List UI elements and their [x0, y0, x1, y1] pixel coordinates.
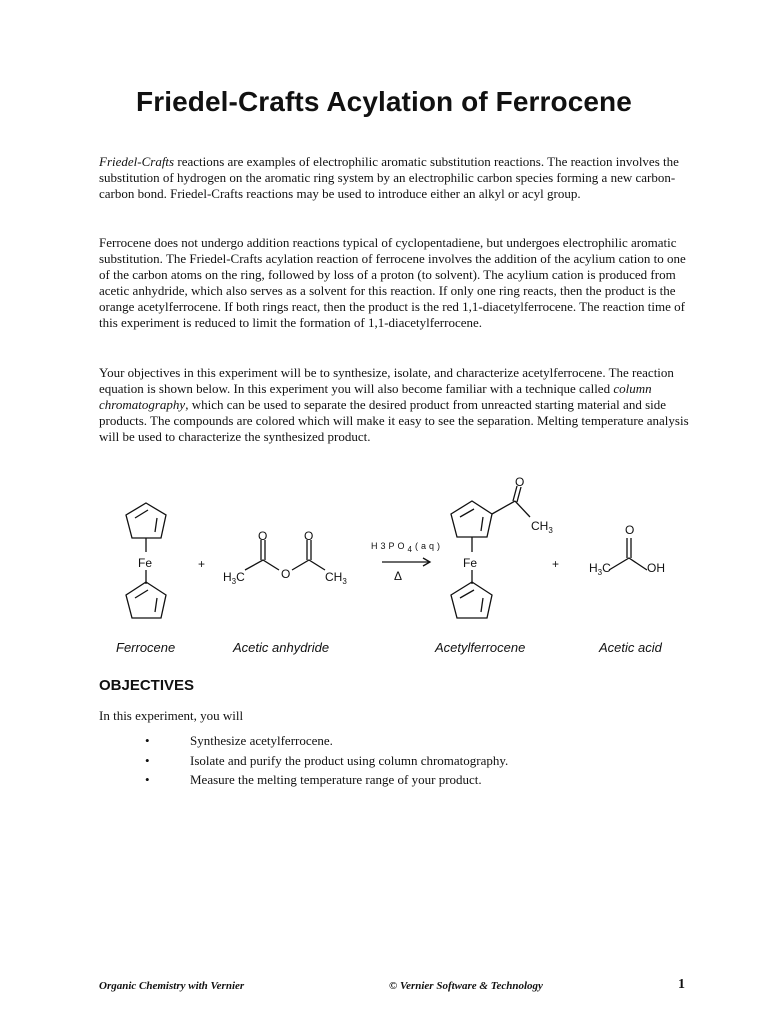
bullet-icon: • — [145, 772, 150, 787]
list-item — [99, 770, 659, 790]
acetylferrocene-fe-label: Fe — [463, 556, 478, 570]
reaction-condition-label: H3PO4(aq) — [371, 541, 443, 554]
ferrocene-fe-label: Fe — [138, 556, 153, 570]
acetylferrocene-top-ring — [451, 486, 530, 552]
anhydride-oxygen-2: O — [304, 529, 314, 543]
caption-ferrocene: Ferrocene — [116, 640, 176, 655]
acid-h3c-label: $H_3C$ — [589, 561, 611, 577]
acetyl-ch3-label: $CH_3$ — [531, 519, 553, 535]
list-item — [99, 751, 659, 771]
paragraph-friedel-crafts-intro — [99, 154, 691, 202]
acid-oxygen-label: O — [625, 523, 635, 537]
objectives-list — [99, 731, 659, 790]
acetic-acid-structure — [609, 538, 647, 570]
term-column-chromatography: column chromatography — [99, 381, 652, 412]
list-item-text: Isolate and purify the product using column chromatography. — [190, 752, 509, 768]
acetic-anhydride-structure — [245, 540, 325, 570]
term-friedel-crafts: Friedel-Crafts — [99, 154, 175, 169]
caption-acetic-acid: Acetic acid — [599, 640, 662, 655]
list-item — [99, 731, 659, 751]
paragraph-objectives-overview — [99, 365, 691, 445]
section-heading-objectives: OBJECTIVES — [99, 677, 195, 694]
anhydride-oxygen-1: O — [258, 529, 268, 543]
acetylferrocene-bottom-ring — [451, 570, 492, 618]
page-number: 1 — [678, 977, 685, 992]
plus-sign-2: + — [552, 557, 560, 571]
ferrocene-top-ring — [126, 503, 166, 552]
list-item-text: Measure the melting temperature range of your product. — [190, 772, 482, 787]
acetyl-oxygen-label: O — [515, 475, 525, 489]
paragraph-ferrocene: Ferrocene does not undergo addition reactions typical of cyclopentadiene, but undergoes electrophilic aromatic substitution. The Friedel-Crafts acylation reaction of ferrocene involves the addition of the acylium cation to one of the carbon atoms on the ring, followed by loss of a proton (to solvent). The acylium cation is produced from acetic anhydride, which also serves as a solvent for this reaction. If only one ring reacts, then the product is the orange acetylferrocene. If both rings react, then the product is the red 1,1-diacetylferrocene. The reaction time of this experiment is reduced to limit the formation of 1,1-diacetylferrocene. — [99, 235, 686, 330]
page-title: Friedel-Crafts Acylation of Ferrocene — [136, 86, 632, 117]
anhydride-bridge-oxygen: O — [281, 567, 291, 581]
list-item-text: Synthesize acetylferrocene. — [190, 733, 333, 748]
plus-sign-1: + — [198, 557, 206, 571]
caption-acetic-anhydride: Acetic anhydride — [233, 640, 330, 655]
heat-delta-label: Δ — [394, 569, 403, 583]
reaction-arrow — [382, 558, 430, 566]
reaction-scheme-diagram — [99, 474, 689, 670]
objectives-intro: In this experiment, you will — [99, 708, 244, 723]
caption-acetylferrocene: Acetylferrocene — [435, 640, 526, 655]
reaction-scheme — [99, 474, 689, 670]
anhydride-ch3-label: $CH_3$ — [325, 570, 347, 586]
bullet-icon: • — [145, 733, 150, 748]
paragraph-text: Your objectives in this experiment will be to synthesize, isolate, and characterize acetylferrocene. The reaction equation is shown below. In this experiment you will also become familiar with a technique called — [99, 365, 674, 396]
acid-oh-label: OH — [647, 561, 665, 575]
paragraph-text: , which can be used to separate the desired product from unreacted starting material and side products. The compounds are colored which will make it easy to see the separation. Melting temperature analysis will be used to characterize the synthesized product. — [99, 397, 689, 444]
footer-copyright: © Vernier Software & Technology — [389, 980, 543, 992]
ferrocene-bottom-ring — [126, 570, 166, 618]
footer-book-title: Organic Chemistry with Vernier — [99, 980, 245, 992]
anhydride-h3c-label: $H_3C$ — [223, 570, 245, 586]
bullet-icon: • — [145, 752, 150, 768]
paragraph-text: reactions are examples of electrophilic aromatic substitution reactions. The reaction involves the substitution of hydrogen on the aromatic ring system by an electrophilic carbon species forming a new carbon-carbon bond. Friedel-Crafts reactions may be used to introduce either an alkyl or acyl group. — [99, 154, 679, 201]
